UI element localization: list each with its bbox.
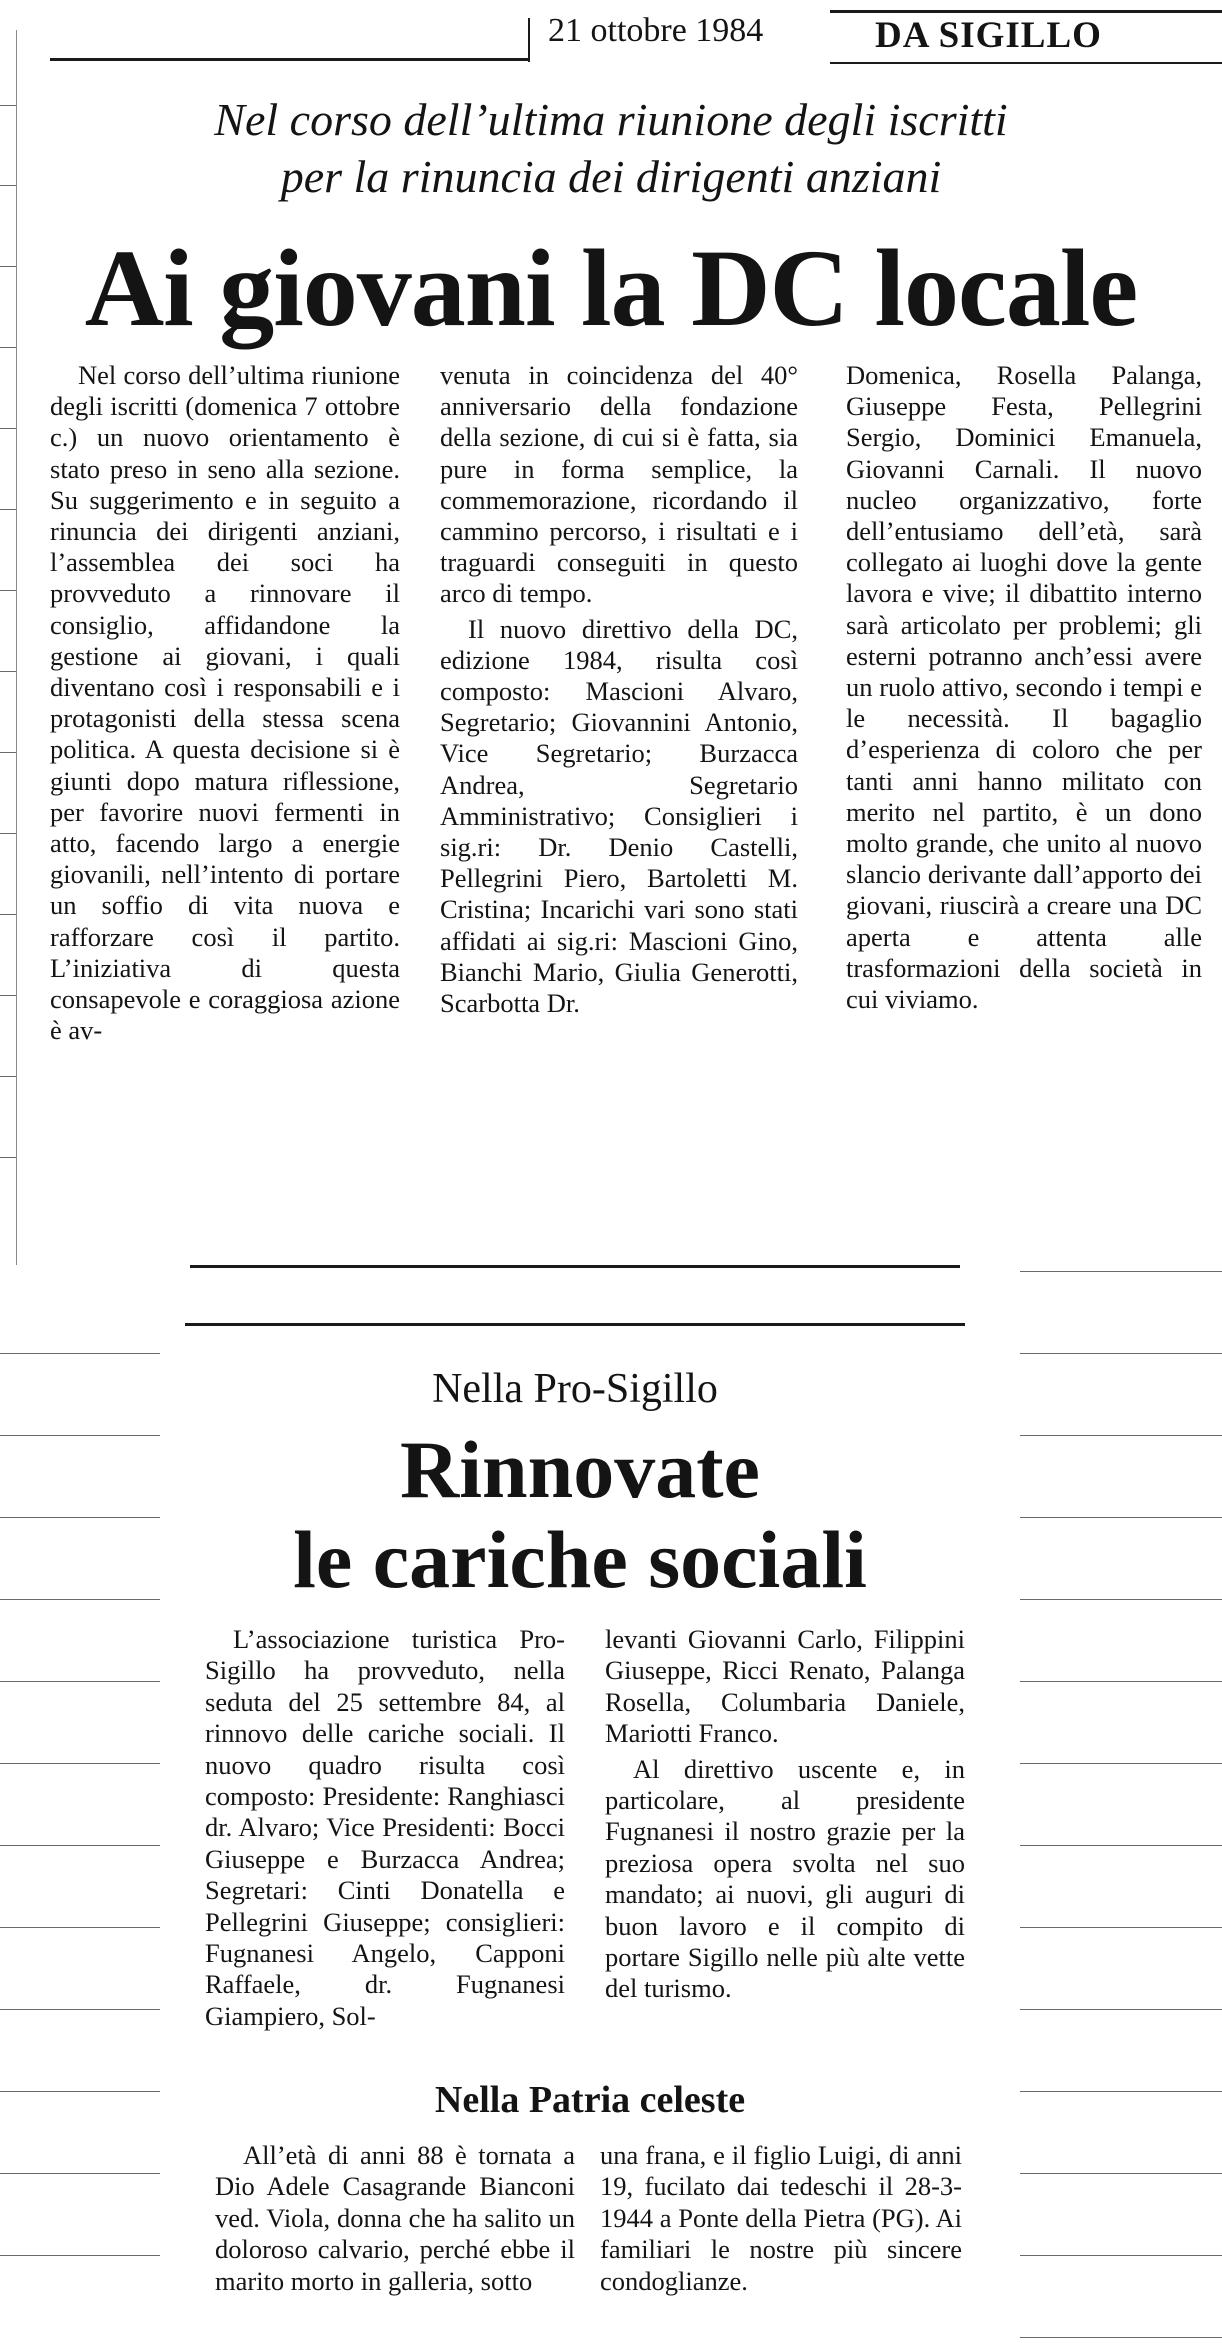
article-separator xyxy=(190,1265,960,1268)
article2-column-2 xyxy=(605,1624,965,2005)
article2-col2-paragraph-1: levanti Giovanni Carlo, Filippini Giuseppe, Ricci Renato, Palanga Rosella, Columbaria Daniele, Mariotti Franco. xyxy=(605,1624,965,1749)
article1-col2-paragraph-2: Il nuovo direttivo della DC, edizione 1984, risulta così composto: Mascioni Alvaro, Segretario; Giovannini Antonio, Vice Segretario; Burzacca Andrea, Segretario Amministrativo; Consiglieri i sig.ri: Dr. Denio Castelli, Pellegrini Piero, Bartoletti M. Cristina; Incarichi vari sono stati affidati ai sig.ri: Mascioni Gino, Bianchi Mario, Giulia Generotti, Scarbotta Dr. xyxy=(440,613,798,1019)
article2-kicker: Nella Pro-Sigillo xyxy=(432,1366,718,1412)
issue-date: 21 ottobre 1984 xyxy=(548,12,764,49)
masthead-rule-left xyxy=(50,58,528,61)
article1-kicker-line1: Nel corso dell’ultima riunione degli iscritti xyxy=(214,94,1008,145)
article3-col2-text: una frana, e il figlio Luigi, di anni 19, fucilato dai tedeschi il 28-3-1944 a Ponte della Pietra (PG). Ai familiari le nostre più sincere condoglianze. xyxy=(600,2140,962,2296)
article1-headline: Ai giovani la DC locale xyxy=(84,227,1138,349)
article1-col1-text: Nel corso dell’ultima riunione degli iscritti (domenica 7 ottobre c.) un nuovo orientamento è stato preso in seno alla sezione. Su suggerimento e in seguito a rinuncia dei dirigenti anziani, l’assemblea dei soci ha provveduto a rinnovare il consiglio, affidandone la gestione ai giovani, i quali diventano così i responsabili e i protagonisti della stessa scena politica. A questa decisione si è giunti dopo matura riflessione, per favorire nuovi fermenti in atto, facendo largo a energie giovanili, nell’intento di portare un soffio di vita nuova e rafforzare così il partito. L’iniziativa di questa consapevole e coraggiosa azione è av- xyxy=(50,360,400,1046)
article1-kicker-line2: per la rinuncia dei dirigenti anziani xyxy=(280,151,942,202)
article1-column-3 xyxy=(846,360,1202,1015)
article1-col2-paragraph-1: venuta in coincidenza del 40° anniversario della fondazione della sezione, di cui si è fatta, sia pure in forma semplice, la commemorazione, ricordando il cammino percorso, i risultati e i traguardi conseguiti in questo arco di tempo. xyxy=(440,360,798,609)
article1-column-1 xyxy=(50,360,400,1046)
article1-column-2 xyxy=(440,360,798,1019)
left-border-line xyxy=(16,30,17,1265)
article2-col1-text: L’associazione turistica Pro-Sigillo ha provveduto, nella seduta del 25 settembre 84, al rinnovo delle cariche sociali. Il nuovo quadro risulta così composto: Presidente: Ranghiasci dr. Alvaro; Vice Presidenti: Bocci Giuseppe e Burzacca Andrea; Segretari: Cinti Donatella e Pellegrini Giuseppe; consiglieri: Fugnanesi Angelo, Capponi Raffaele, dr. Fugnanesi Giampiero, Sol- xyxy=(205,1624,565,2031)
article2-headline-line1: Rinnovate xyxy=(400,1424,760,1515)
article2-top-rule xyxy=(185,1323,965,1326)
masthead-rule-bottom xyxy=(830,62,1222,64)
article1-col3-text: Domenica, Rosella Palanga, Giuseppe Festa, Pellegrini Sergio, Dominici Emanuela, Giovanni Carnali. Il nuovo nucleo organizzativo, forte dell’entusiamo dell’età, sarà collegato ai luoghi dove la gente lavora e vive; il dibattito interno sarà articolato per problemi; gli esterni potranno anch’essi avere un ruolo attivo, secondo i tempi e le necessità. Il bagaglio d’esperienza di coloro che per tanti anni hanno militato con merito nel partito, è un dono molto grande, che unito al nuovo slancio derivante dall’apporto dei giovani, riuscirà a creare una DC aperta e attenta alle trasformazioni della società in cui viviamo. xyxy=(846,360,1202,1015)
article3-col1-text: All’età di anni 88 è tornata a Dio Adele Casagrande Bianconi ved. Viola, donna che ha salito un doloroso calvario, perché ebbe il marito morto in galleria, sotto xyxy=(215,2140,575,2296)
masthead-rule-top xyxy=(830,10,1222,13)
article2-col2-paragraph-2: Al direttivo uscente e, in particolare, al presidente Fugnanesi il nostro grazie per la preziosa opera svolta nel suo mandato; ai nuovi, gli auguri di buon lavoro e il compito di portare Sigillo nelle più alte vette del turismo. xyxy=(605,1753,965,2004)
article3-title: Nella Patria celeste xyxy=(434,2079,746,2121)
article3-column-2 xyxy=(600,2140,962,2297)
article3-column-1 xyxy=(215,2140,575,2297)
article2-column-1 xyxy=(205,1624,565,2032)
section-title: DA SIGILLO xyxy=(875,15,1102,56)
article2-headline-line2: le cariche sociali xyxy=(293,1514,867,1605)
masthead-divider xyxy=(528,18,530,62)
